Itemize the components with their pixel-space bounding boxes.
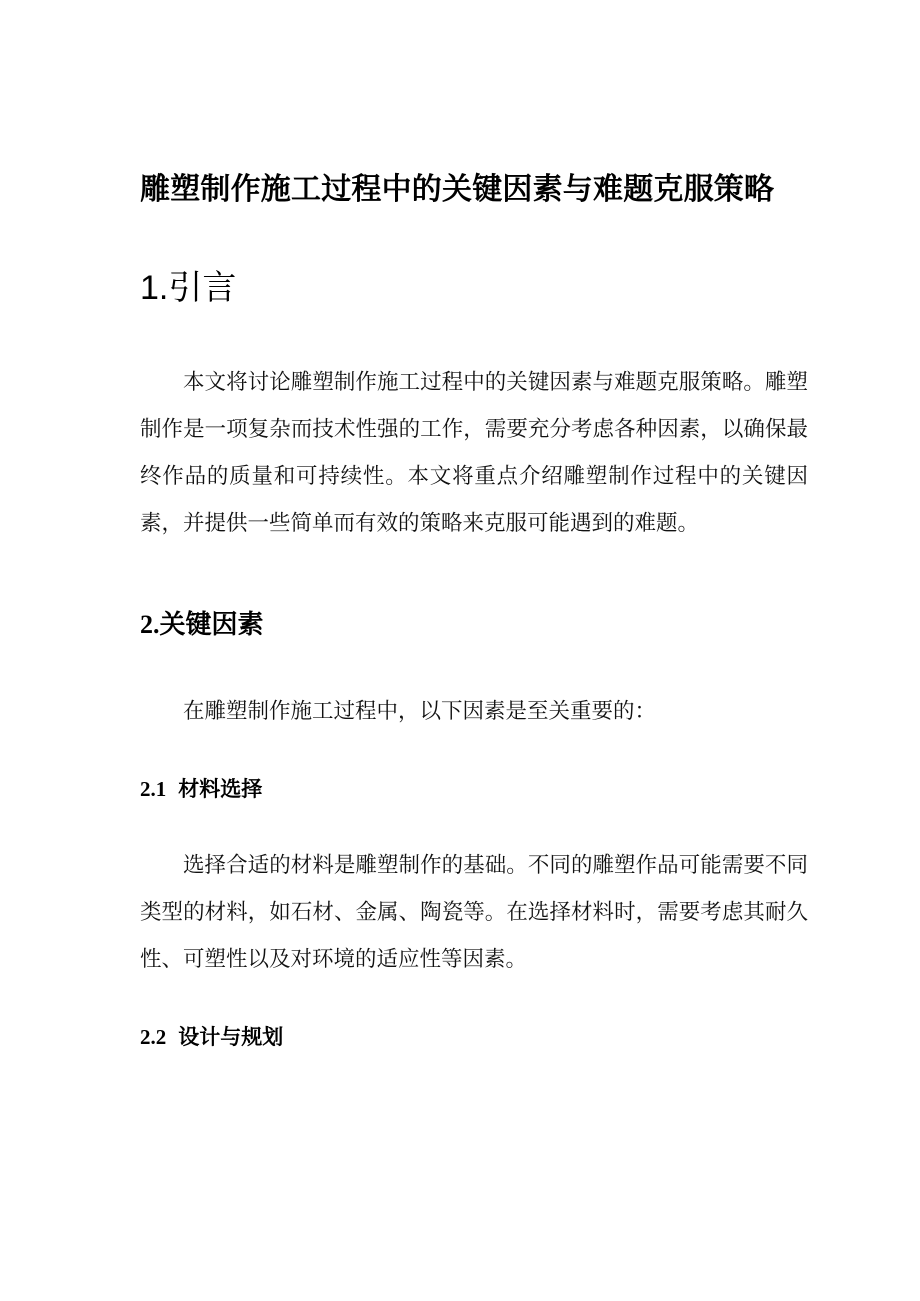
heading-introduction: 1.引言	[140, 269, 237, 307]
spacer	[140, 208, 808, 268]
heading-design-planning-label: 设计与规划	[178, 1026, 284, 1050]
heading-material-selection	[140, 777, 808, 802]
spacer	[140, 802, 808, 842]
paragraph-key-factors-intro: 在雕塑制作施工过程中，以下因素是至关重要的：	[183, 698, 657, 723]
document-content	[140, 0, 808, 1050]
spacer	[140, 309, 808, 359]
heading-key-factors-label: 关键因素	[159, 608, 264, 639]
heading-material-selection-number: 2.1	[140, 776, 167, 801]
paragraph-introduction: 本文将讨论雕塑制作施工过程中的关键因素与难题克服策略。雕塑制作是一项复杂而技术性强的工作，需要充分考虑各种因素，以确保最终作品的质量和可持续性。本文将重点介绍雕塑制作过程中的关键因素，并提供一些简单而有效的策略来克服可能遇到的难题。	[140, 369, 808, 535]
heading-material-selection-label: 材料选择	[178, 777, 263, 801]
heading-design-planning	[140, 1025, 808, 1050]
heading-key-factors-number: 2.	[140, 609, 160, 639]
spacer	[140, 735, 808, 777]
page-title: 雕塑制作施工过程中的关键因素与难题克服策略	[140, 173, 775, 206]
paragraph-material-selection: 选择合适的材料是雕塑制作的基础。不同的雕塑作品可能需要不同类型的材料，如石材、金属、陶瓷等。在选择材料时，需要考虑其耐久性、可塑性以及对环境的适应性等因素。	[140, 853, 808, 972]
spacer	[140, 983, 808, 1025]
spacer	[140, 547, 808, 609]
heading-design-planning-number: 2.2	[140, 1025, 167, 1050]
heading-key-factors	[140, 609, 808, 640]
spacer	[140, 640, 808, 688]
